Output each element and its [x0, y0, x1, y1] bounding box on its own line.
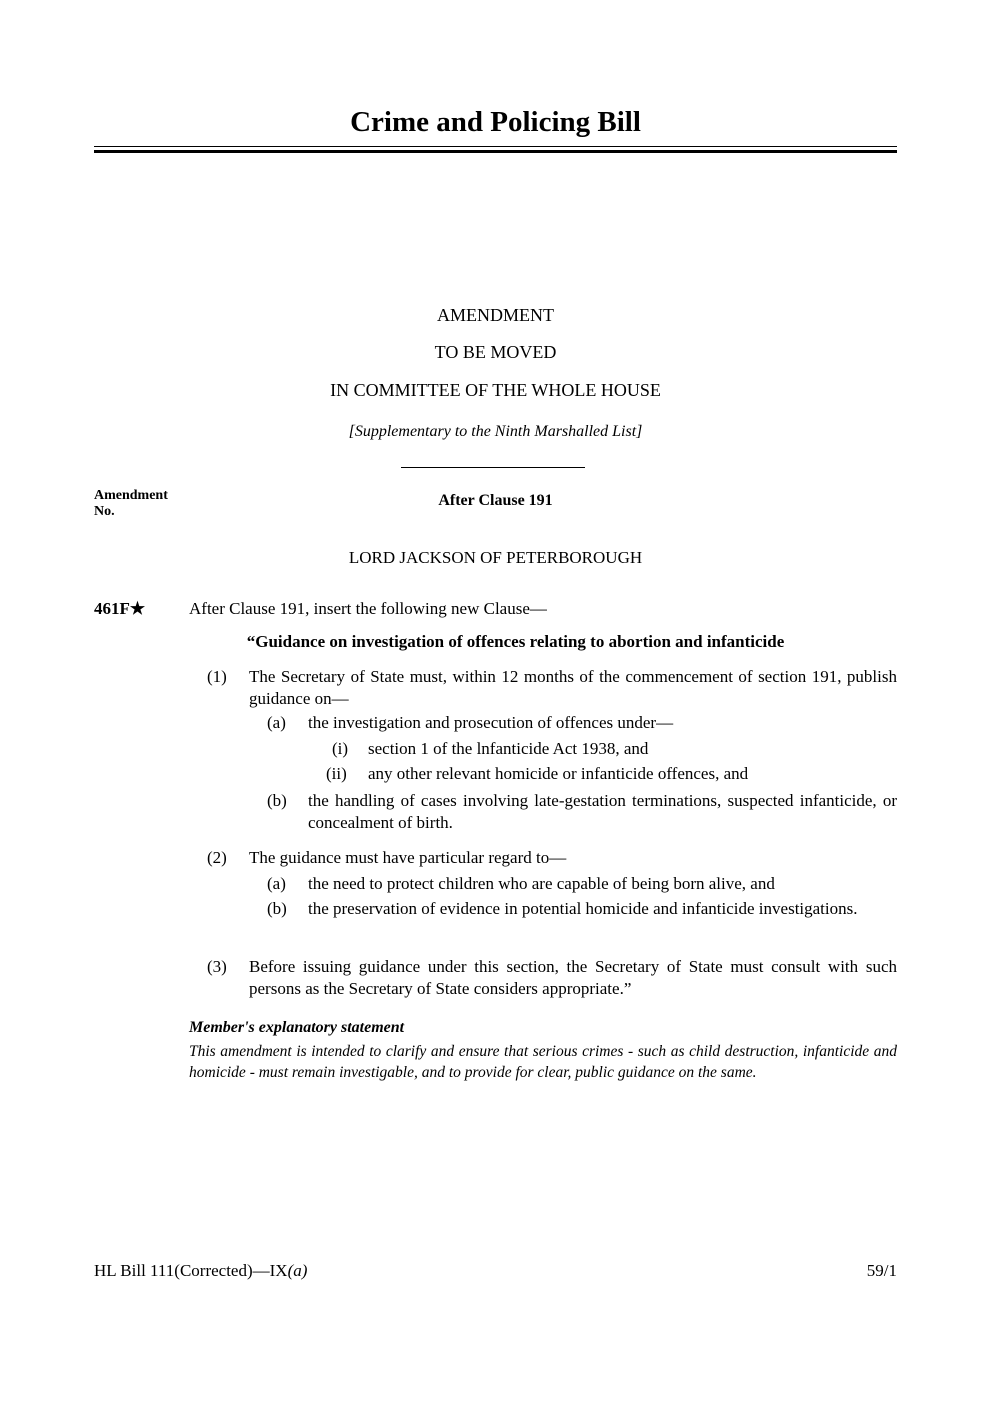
sub2a-num: (a) [267, 874, 286, 893]
footer-left-italic: (a) [287, 1261, 308, 1280]
sub1b-num: (b) [267, 791, 287, 810]
sub1b-text: the handling of cases involving late-gestation terminations, suspected infanticide, or concealment of birth. [308, 791, 897, 832]
sub1ai-text: section 1 of the lnfanticide Act 1938, and [368, 739, 649, 758]
heading-divider [401, 467, 585, 468]
sub1-num: (1) [207, 667, 227, 686]
sub3-num: (3) [207, 957, 227, 976]
section-heading: After Clause 191 [438, 492, 553, 509]
sub1a-text: the investigation and prosecution of offences under— [308, 713, 674, 732]
mover-name: LORD JACKSON OF PETERBOROUGH [348, 548, 643, 567]
footer-page-number: 59/1 [866, 1261, 897, 1280]
sub1ai-num: (i) [332, 739, 349, 758]
explanatory-heading: Member's explanatory statement [189, 1019, 405, 1036]
amendment-number: 461F★ [94, 599, 146, 618]
sub1-text: The Secretary of State must, within 12 months of the commencement of section 191, publish guidance on— [249, 667, 897, 708]
sub1aii-num: (ii) [326, 764, 347, 783]
heading-to-be-moved: TO BE MOVED [434, 342, 557, 362]
footer-left-text: HL Bill 111(Corrected)—IX [94, 1261, 288, 1280]
bill-title: Crime and Policing Bill [350, 106, 641, 138]
heading-supplementary: [Supplementary to the Ninth Marshalled List] [348, 423, 643, 440]
title-rule-thick [94, 150, 897, 153]
heading-committee: IN COMMITTEE OF THE WHOLE HOUSE [330, 380, 661, 400]
sub2-text: The guidance must have particular regard to— [249, 848, 567, 867]
amendment-label-line2: No. [94, 504, 115, 519]
title-rule-thin [94, 146, 897, 147]
clause-title: “Guidance on investigation of offences relating to abortion and infanticide [246, 632, 785, 651]
sub2a-text: the need to protect children who are capable of being born alive, and [308, 874, 775, 893]
footer-bill-reference [94, 1260, 307, 1282]
sub1aii-text: any other relevant homicide or infanticide offences, and [368, 764, 749, 783]
sub2b-text: the preservation of evidence in potential homicide and infanticide investigations. [308, 899, 858, 918]
sub2-num: (2) [207, 848, 227, 867]
explanatory-text: This amendment is intended to clarify and ensure that serious crimes - such as child destruction, infanticide and homicide - must remain investigable, and to provide for clear, public guidance on the same. [189, 1043, 897, 1081]
sub3-text: Before issuing guidance under this section, the Secretary of State must consult with such persons as the Secretary of State considers appropriate.” [249, 957, 897, 998]
sub1a-num: (a) [267, 713, 286, 732]
amendment-label-line1: Amendment [94, 488, 168, 503]
sub2b-num: (b) [267, 899, 287, 918]
amendment-intro: After Clause 191, insert the following new Clause— [189, 599, 547, 618]
heading-amendment: AMENDMENT [437, 305, 554, 325]
